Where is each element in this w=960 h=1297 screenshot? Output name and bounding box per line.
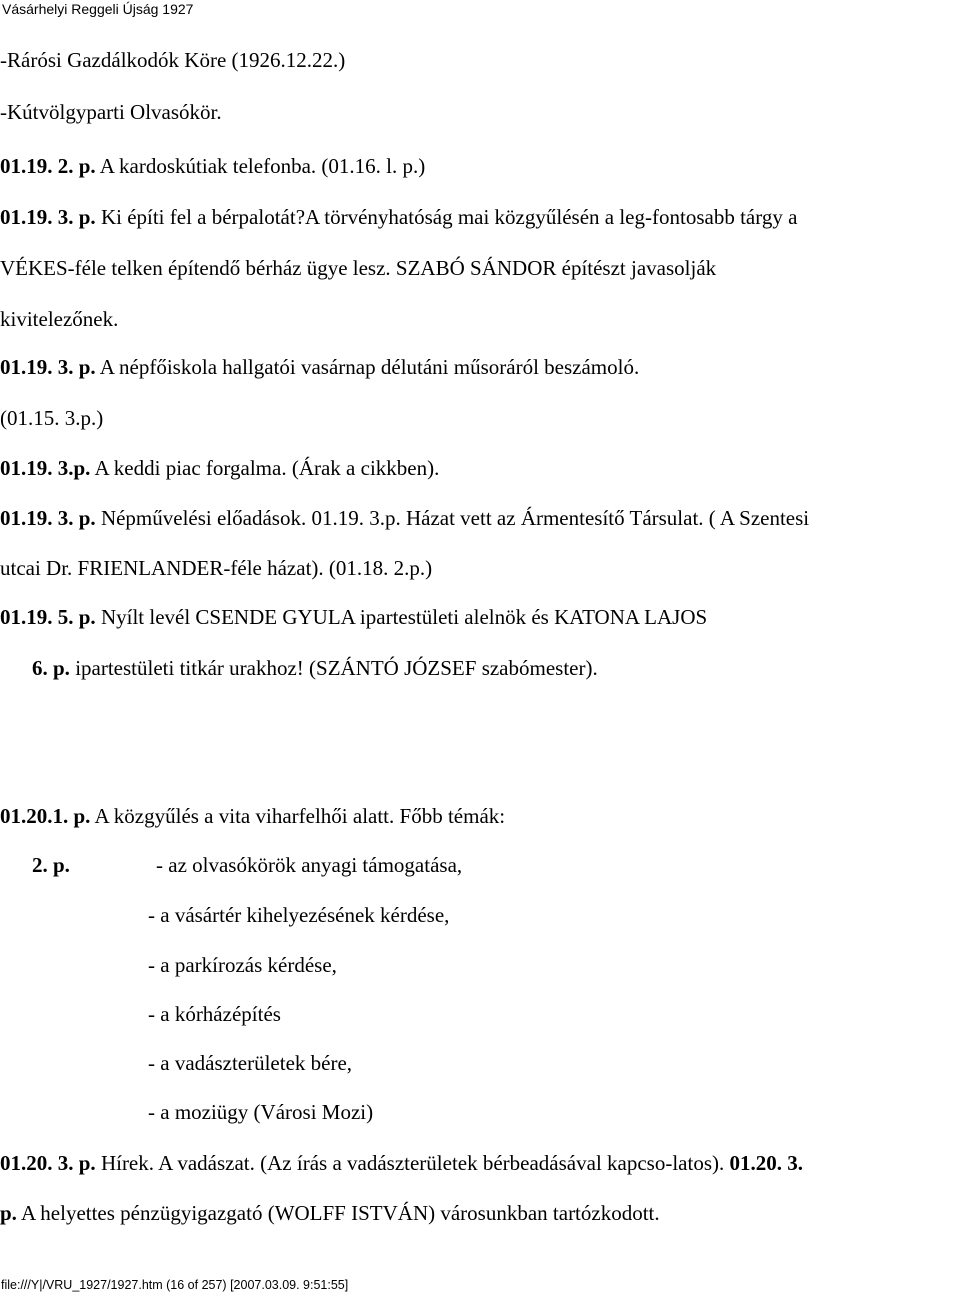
page-header-title: Vásárhelyi Reggeli Újság 1927: [2, 1, 194, 17]
entry-line: [0, 1150, 803, 1176]
entry-text: Népművelési előadások. 01.19. 3.p.: [95, 506, 401, 530]
entry-line: [0, 153, 425, 179]
entry-line: [0, 803, 505, 829]
page-ref: 01.20. 3. p.: [0, 1151, 96, 1175]
page-ref: 01.19. 3. p.: [0, 355, 96, 379]
entry-text: A helyettes pénzügyigazgató (WOLFF ISTVÁN) városunkban tartózkodott.: [16, 1201, 660, 1225]
entry-text: Ki építi fel a bérpalotát?A törvényhatóság mai közgyűlésén a leg-fontosabb tárgy a: [95, 205, 798, 229]
text-line: kivitelezőnek.: [0, 307, 119, 331]
text-line: utcai Dr. FRIENLANDER-féle házat). (01.18. 2.p.): [0, 556, 433, 580]
list-item: - a moziügy (Városi Mozi): [148, 1100, 374, 1124]
entry-line: [0, 604, 707, 630]
list-item: - a vásártér kihelyezésének kérdése,: [148, 903, 450, 927]
entry-text: A népfőiskola hallgatói vasárnap délutáni műsoráról beszámoló.: [95, 355, 640, 379]
page-ref: p.: [0, 1201, 17, 1225]
entry-line: [0, 455, 439, 481]
entry-text: A közgyűlés a vita viharfelhői alatt. Főbb témák:: [90, 804, 506, 828]
page-ref-label: 2. p.: [32, 853, 70, 877]
entry-line: [0, 505, 809, 531]
page-ref: 6. p.: [32, 656, 70, 680]
entry-text: ipartestületi titkár urakhoz! (SZÁNTÓ JÓZSEF szabómester).: [69, 656, 598, 680]
page-ref: 01.20. 3.: [729, 1151, 803, 1175]
page-ref: 01.19. 5. p.: [0, 605, 96, 629]
entry-line: [32, 655, 598, 681]
list-item: - a parkírozás kérdése,: [148, 953, 337, 977]
entry-text: A keddi piac forgalma. (Árak a cikkben).: [90, 456, 440, 480]
page-ref: 01.19. 3.p.: [0, 456, 91, 480]
text-line: (01.15. 3.p.): [0, 406, 104, 430]
page-ref: 01.19. 2. p.: [0, 154, 96, 178]
entry-line: [0, 1200, 660, 1226]
entry-text: A kardoskútiak telefonba. (01.16. l. p.): [95, 154, 426, 178]
text-line: -Rárósi Gazdálkodók Köre (1926.12.22.): [0, 48, 346, 72]
text-line: VÉKES-féle telken építendő bérház ügye lesz. SZABÓ SÁNDOR építészt javasolják: [0, 256, 717, 280]
text-line: -Kútvölgyparti Olvasókör.: [0, 100, 222, 124]
page-ref: 01.19. 3. p.: [0, 506, 96, 530]
page-footer: file:///Y|/VRU_1927/1927.htm (16 of 257) [2007.03.09. 9:51:55]: [1, 1278, 349, 1292]
list-item: - az olvasókörök anyagi támogatása,: [156, 853, 463, 877]
page-ref: 01.19. 3. p.: [0, 205, 96, 229]
entry-text: Hírek. A vadászat. (Az írás a vadászterületek bérbeadásával kapcso-latos).: [95, 1151, 730, 1175]
entry-text: Nyílt levél CSENDE GYULA ipartestületi alelnök és KATONA LAJOS: [95, 605, 708, 629]
page-ref: [32, 852, 70, 878]
entry-line: [0, 204, 797, 230]
list-item: - a vadászterületek bére,: [148, 1051, 353, 1075]
entry-text: Házat vett az Ármentesítő Társulat. ( A Szentesi: [400, 506, 810, 530]
entry-line: [0, 354, 639, 380]
page-ref: 01.20.1. p.: [0, 804, 91, 828]
list-item: - a kórházépítés: [148, 1002, 281, 1026]
